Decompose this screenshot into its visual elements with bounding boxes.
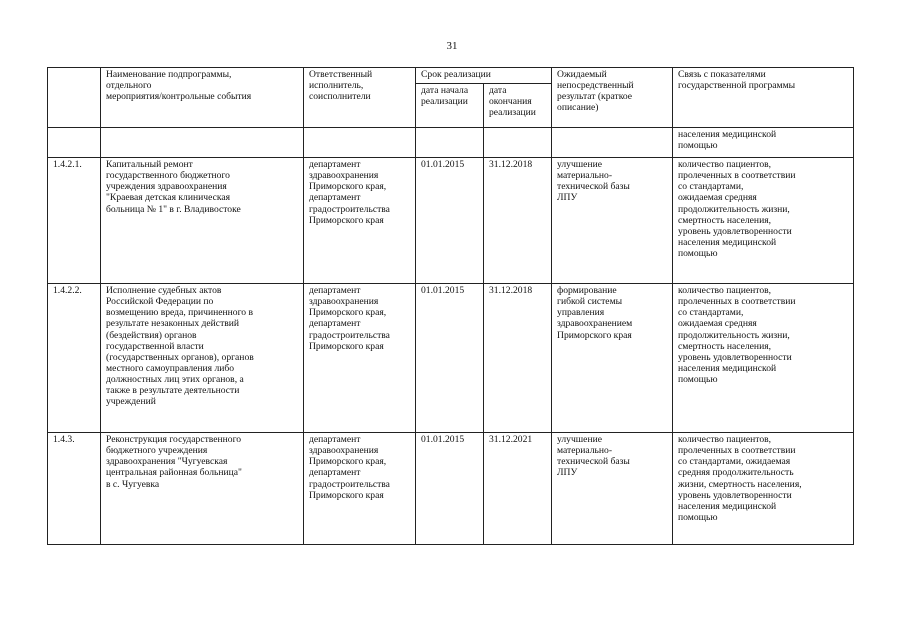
program-table xyxy=(47,67,854,545)
header-link-cell: Связь с показателями государственной программы xyxy=(673,68,854,128)
header-result-cell: Ожидаемый непосредственный результат (краткое описание) xyxy=(552,68,673,128)
row-link-cell: количество пациентов, пролеченных в соответствии со стандартами, ожидаемая средняя продолжительность жизни, смертность населения, уровень удовлетворенности населения медицинской помощью xyxy=(673,284,854,433)
row-link-cell: количество пациентов, пролеченных в соответствии со стандартами, ожидаемая средняя продолжительность жизни, смертность населения, уровень удовлетворенности населения медицинской помощью xyxy=(673,433,854,545)
row-start-cell: 01.01.2015 xyxy=(416,433,484,545)
row-name-cell: Реконструкция государственного бюджетного учреждения здравоохранения "Чугуевская центральная районная больница" в с. Чугуевка xyxy=(101,433,304,545)
header-number-cell xyxy=(48,68,101,128)
continuation-link-cell: населения медицинской помощью xyxy=(673,128,854,158)
table-cell xyxy=(416,128,484,158)
header-end-cell: дата окончания реализации xyxy=(484,84,552,128)
header-row xyxy=(48,68,854,84)
table-cell xyxy=(484,128,552,158)
page-number: 31 xyxy=(446,40,458,52)
row-executor-cell: департамент здравоохранения Приморского края, департамент градостроительства Приморского края xyxy=(304,284,416,433)
row-executor-cell: департамент здравоохранения Приморского края, департамент градостроительства Приморского края xyxy=(304,433,416,545)
header-start-cell: дата начала реализации xyxy=(416,84,484,128)
row-result-cell: формирование гибкой системы управления здравоохранением Приморского края xyxy=(552,284,673,433)
row-end-cell: 31.12.2018 xyxy=(484,284,552,433)
row-name-cell: Капитальный ремонт государственного бюджетного учреждения здравоохранения "Краевая детская клиническая больница № 1" в г. Владивостоке xyxy=(101,158,304,284)
row-end-cell: 31.12.2021 xyxy=(484,433,552,545)
row-number-cell: 1.4.3. xyxy=(48,433,101,545)
header-name-cell: Наименование подпрограммы, отдельного мероприятия/контрольные события xyxy=(101,68,304,128)
row-number-cell: 1.4.2.2. xyxy=(48,284,101,433)
row-start-cell: 01.01.2015 xyxy=(416,284,484,433)
table-row xyxy=(48,158,854,284)
row-start-cell: 01.01.2015 xyxy=(416,158,484,284)
table-cell xyxy=(552,128,673,158)
table-row xyxy=(48,433,854,545)
row-end-cell: 31.12.2018 xyxy=(484,158,552,284)
row-number-cell: 1.4.2.1. xyxy=(48,158,101,284)
row-executor-cell: департамент здравоохранения Приморского края, департамент градостроительства Приморского края xyxy=(304,158,416,284)
continuation-row xyxy=(48,128,854,158)
table-row xyxy=(48,284,854,433)
table-cell xyxy=(304,128,416,158)
table-cell xyxy=(48,128,101,158)
row-link-cell: количество пациентов, пролеченных в соответствии со стандартами, ожидаемая средняя продолжительность жизни, смертность населения, уровень удовлетворенности населения медицинской помощью xyxy=(673,158,854,284)
row-result-cell: улучшение материально- технической базы ЛПУ xyxy=(552,158,673,284)
row-result-cell: улучшение материально- технической базы ЛПУ xyxy=(552,433,673,545)
header-executor-cell: Ответственный исполнитель, соисполнители xyxy=(304,68,416,128)
header-period-cell: Срок реализации xyxy=(416,68,552,84)
row-name-cell: Исполнение судебных актов Российской Федерации по возмещению вреда, причиненного в результате незаконных действий (бездействия) органов государственной власти (государственных органов), органов местного самоуправления либо должностных лиц этих органов, а также в результате деятельности учреждений xyxy=(101,284,304,433)
table-cell xyxy=(101,128,304,158)
